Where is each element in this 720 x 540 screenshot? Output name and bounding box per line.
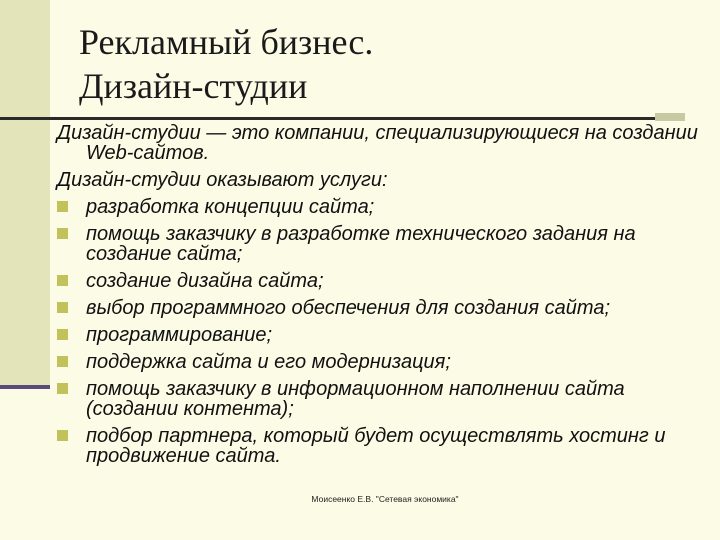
list-item <box>57 224 717 264</box>
square-bullet-icon <box>57 275 68 286</box>
list-item <box>57 325 717 345</box>
list-item-text: помощь заказчику в разработке технического задания на создание сайта; <box>86 223 636 265</box>
list-item-text: помощь заказчику в информационном наполнении сайта (создании контента); <box>86 378 625 420</box>
square-bullet-icon <box>57 201 68 212</box>
list-item-text: подбор партнера, который будет осуществлять хостинг и продвижение сайта. <box>86 425 666 467</box>
title-underline <box>0 117 655 120</box>
list-item <box>57 352 717 372</box>
list-item-text: создание дизайна сайта; <box>86 270 324 292</box>
list-item <box>57 271 717 291</box>
square-bullet-icon <box>57 329 68 340</box>
square-bullet-icon <box>57 302 68 313</box>
square-bullet-icon <box>57 430 68 441</box>
left-decorative-band <box>0 0 50 385</box>
slide-footer: Моисеенко Е.В. "Сетевая экономика" <box>311 494 459 504</box>
slide-body <box>57 123 717 473</box>
left-accent-rule <box>0 385 50 389</box>
title-line-1: Рекламный бизнес. <box>79 22 374 62</box>
slide-title <box>79 20 373 108</box>
list-item <box>57 426 717 466</box>
intro-services: Дизайн-студии оказывают услуги: <box>57 169 388 191</box>
list-item-text: разработка концепции сайта; <box>86 196 375 218</box>
list-item <box>57 197 717 217</box>
square-bullet-icon <box>57 383 68 394</box>
title-line-2: Дизайн-студии <box>79 66 308 106</box>
list-item-text: поддержка сайта и его модернизация; <box>86 351 451 373</box>
list-item-text: программирование; <box>86 324 273 346</box>
list-item <box>57 379 717 419</box>
list-item-text: выбор программного обеспечения для создания сайта; <box>86 297 611 319</box>
intro-definition: Дизайн-студии — это компании, специализирующиеся на создании Web-сайтов. <box>57 122 698 164</box>
title-underline-accent <box>655 113 685 121</box>
services-list <box>57 197 717 466</box>
square-bullet-icon <box>57 228 68 239</box>
square-bullet-icon <box>57 356 68 367</box>
list-item <box>57 298 717 318</box>
